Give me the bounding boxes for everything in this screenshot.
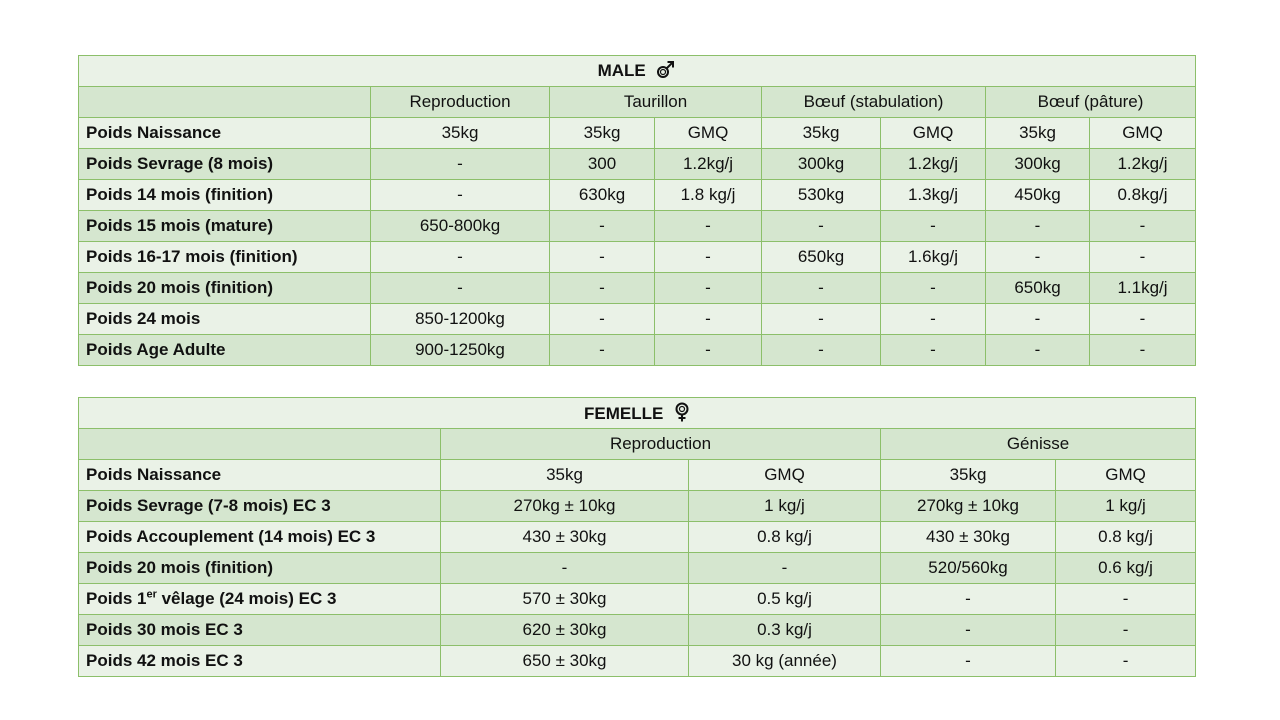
table-cell: 1.3kg/j bbox=[881, 180, 986, 211]
table-cell: 530kg bbox=[762, 180, 881, 211]
row-label: Poids 15 mois (mature) bbox=[79, 211, 371, 242]
female-group-header: Reproduction bbox=[441, 429, 881, 460]
female-title-text: FEMELLE bbox=[583, 404, 664, 423]
table-cell: - bbox=[1056, 615, 1196, 646]
table-cell: - bbox=[986, 304, 1090, 335]
table-cell: - bbox=[371, 149, 550, 180]
row-label-part: vêlage (24 mois) EC 3 bbox=[156, 589, 337, 608]
table-cell: 1.6kg/j bbox=[881, 242, 986, 273]
table-cell: 35kg bbox=[881, 460, 1056, 491]
table-cell: 0.3 kg/j bbox=[689, 615, 881, 646]
table-cell: 850-1200kg bbox=[371, 304, 550, 335]
table-cell: 1.1kg/j bbox=[1090, 273, 1196, 304]
table-cell: - bbox=[986, 242, 1090, 273]
table-cell: 0.6 kg/j bbox=[1056, 553, 1196, 584]
row-label: Poids 16-17 mois (finition) bbox=[79, 242, 371, 273]
table-cell: 270kg ± 10kg bbox=[881, 491, 1056, 522]
table-cell: GMQ bbox=[689, 460, 881, 491]
male-group-header-empty bbox=[79, 87, 371, 118]
row-label: Poids 20 mois (finition) bbox=[79, 553, 441, 584]
table-cell: - bbox=[550, 242, 655, 273]
table-cell: - bbox=[441, 553, 689, 584]
table-cell: 35kg bbox=[550, 118, 655, 149]
table-cell: - bbox=[881, 335, 986, 366]
male-group-header: Bœuf (stabulation) bbox=[762, 87, 986, 118]
table-cell: - bbox=[881, 646, 1056, 677]
table-cell: - bbox=[655, 304, 762, 335]
table-cell: 430 ± 30kg bbox=[881, 522, 1056, 553]
female-group-header-row bbox=[79, 429, 1196, 460]
male-table-body bbox=[79, 118, 1196, 366]
row-label: Poids Sevrage (8 mois) bbox=[79, 149, 371, 180]
table-cell: 300kg bbox=[986, 149, 1090, 180]
table-cell: 300kg bbox=[762, 149, 881, 180]
table-cell: 35kg bbox=[762, 118, 881, 149]
male-group-header: Taurillon bbox=[550, 87, 762, 118]
table-cell: - bbox=[881, 273, 986, 304]
table-cell: 35kg bbox=[371, 118, 550, 149]
table-cell: - bbox=[881, 584, 1056, 615]
table-cell: GMQ bbox=[881, 118, 986, 149]
table-cell: 1 kg/j bbox=[689, 491, 881, 522]
row-label: Poids 24 mois bbox=[79, 304, 371, 335]
table-cell: - bbox=[655, 273, 762, 304]
male-group-header: Bœuf (pâture) bbox=[986, 87, 1196, 118]
table-cell: - bbox=[550, 335, 655, 366]
female-symbol-icon bbox=[674, 402, 690, 422]
table-cell: - bbox=[371, 273, 550, 304]
table-cell: 35kg bbox=[441, 460, 689, 491]
table-cell: - bbox=[1090, 335, 1196, 366]
male-weight-table bbox=[78, 55, 1196, 366]
table-cell: - bbox=[689, 553, 881, 584]
row-label: Poids Accouplement (14 mois) EC 3 bbox=[79, 522, 441, 553]
table-cell: GMQ bbox=[1056, 460, 1196, 491]
male-table-row bbox=[79, 118, 1196, 149]
table-cell: - bbox=[1056, 584, 1196, 615]
table-cell: 1.8 kg/j bbox=[655, 180, 762, 211]
row-label: Poids 42 mois EC 3 bbox=[79, 646, 441, 677]
table-cell: GMQ bbox=[655, 118, 762, 149]
male-table-row bbox=[79, 149, 1196, 180]
table-cell: - bbox=[1090, 211, 1196, 242]
row-label: Poids 14 mois (finition) bbox=[79, 180, 371, 211]
table-cell: - bbox=[986, 211, 1090, 242]
table-cell: - bbox=[655, 242, 762, 273]
row-label: Poids Sevrage (7-8 mois) EC 3 bbox=[79, 491, 441, 522]
table-cell: 0.8 kg/j bbox=[1056, 522, 1196, 553]
female-table-row bbox=[79, 460, 1196, 491]
female-table-title bbox=[79, 398, 1196, 429]
table-cell: - bbox=[550, 273, 655, 304]
table-cell: 650kg bbox=[986, 273, 1090, 304]
table-cell: 270kg ± 10kg bbox=[441, 491, 689, 522]
table-cell: 1.2kg/j bbox=[1090, 149, 1196, 180]
male-table-row bbox=[79, 273, 1196, 304]
male-table-row bbox=[79, 180, 1196, 211]
table-cell: 520/560kg bbox=[881, 553, 1056, 584]
table-cell: 450kg bbox=[986, 180, 1090, 211]
table-cell: - bbox=[762, 211, 881, 242]
table-cell: - bbox=[881, 304, 986, 335]
table-cell: 30 kg (année) bbox=[689, 646, 881, 677]
table-cell: - bbox=[762, 273, 881, 304]
female-table-row bbox=[79, 646, 1196, 677]
female-group-header: Génisse bbox=[881, 429, 1196, 460]
table-cell: 300 bbox=[550, 149, 655, 180]
row-label: Poids 30 mois EC 3 bbox=[79, 615, 441, 646]
male-table-row bbox=[79, 304, 1196, 335]
male-symbol-icon bbox=[656, 61, 676, 79]
row-label: Poids Naissance bbox=[79, 460, 441, 491]
female-group-header-empty bbox=[79, 429, 441, 460]
male-group-header: Reproduction bbox=[371, 87, 550, 118]
table-cell: 0.8kg/j bbox=[1090, 180, 1196, 211]
female-table-row bbox=[79, 522, 1196, 553]
table-cell: - bbox=[1090, 304, 1196, 335]
table-cell: - bbox=[550, 304, 655, 335]
table-cell: 0.8 kg/j bbox=[689, 522, 881, 553]
table-cell: 1.2kg/j bbox=[881, 149, 986, 180]
table-cell: - bbox=[655, 335, 762, 366]
table-cell: 0.5 kg/j bbox=[689, 584, 881, 615]
table-cell: - bbox=[655, 211, 762, 242]
table-cell: - bbox=[762, 304, 881, 335]
female-weight-table bbox=[78, 397, 1196, 677]
table-cell: 650 ± 30kg bbox=[441, 646, 689, 677]
table-cell: 620 ± 30kg bbox=[441, 615, 689, 646]
table-cell: 900-1250kg bbox=[371, 335, 550, 366]
table-cell: - bbox=[550, 211, 655, 242]
female-table-row bbox=[79, 491, 1196, 522]
male-table-title bbox=[79, 56, 1196, 87]
female-table-body bbox=[79, 460, 1196, 677]
table-cell: - bbox=[1056, 646, 1196, 677]
male-table-row bbox=[79, 211, 1196, 242]
table-cell: - bbox=[762, 335, 881, 366]
table-cell: GMQ bbox=[1090, 118, 1196, 149]
table-cell: 650kg bbox=[762, 242, 881, 273]
row-label: Poids Age Adulte bbox=[79, 335, 371, 366]
table-cell: 630kg bbox=[550, 180, 655, 211]
male-table-row bbox=[79, 242, 1196, 273]
table-cell: - bbox=[881, 211, 986, 242]
table-cell: - bbox=[986, 335, 1090, 366]
table-cell: 35kg bbox=[986, 118, 1090, 149]
female-table-row bbox=[79, 553, 1196, 584]
table-cell: - bbox=[371, 180, 550, 211]
table-cell: - bbox=[881, 615, 1056, 646]
table-cell: 570 ± 30kg bbox=[441, 584, 689, 615]
table-cell: 430 ± 30kg bbox=[441, 522, 689, 553]
female-table-row bbox=[79, 584, 1196, 615]
male-table-row bbox=[79, 335, 1196, 366]
male-group-header-row bbox=[79, 87, 1196, 118]
table-cell: - bbox=[1090, 242, 1196, 273]
table-cell: 650-800kg bbox=[371, 211, 550, 242]
row-label: Poids 20 mois (finition) bbox=[79, 273, 371, 304]
female-table-row bbox=[79, 615, 1196, 646]
row-label-superscript: er bbox=[146, 588, 157, 601]
male-title-text: MALE bbox=[597, 61, 646, 80]
table-cell: - bbox=[371, 242, 550, 273]
row-label-part: Poids 1 bbox=[86, 589, 147, 608]
table-cell: 1.2kg/j bbox=[655, 149, 762, 180]
row-label bbox=[79, 584, 441, 615]
row-label: Poids Naissance bbox=[79, 118, 371, 149]
table-cell: 1 kg/j bbox=[1056, 491, 1196, 522]
